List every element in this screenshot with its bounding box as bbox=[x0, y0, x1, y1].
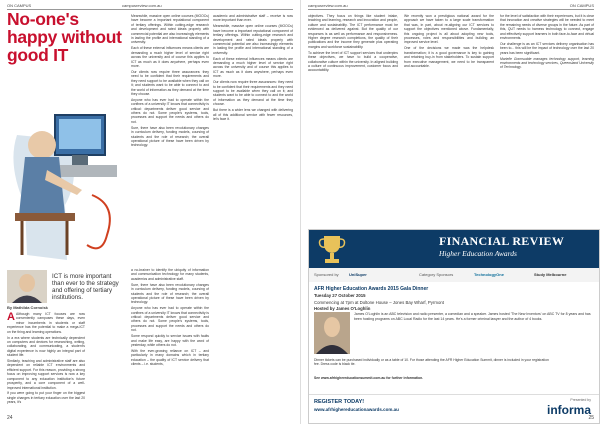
paragraph: objectives. They focus on things like student intake, teaching and learning, research and innovation and people, culture and sustainability. The ICT performance must be evidenced as delivered against. But the quality of our responses is as well as performance and responsiveness. Higher degree research completions, the quality of their publications and the income they generate plus operating margins and workforce sustainability. bbox=[308, 14, 398, 49]
column-3 bbox=[500, 14, 594, 224]
ad-footer bbox=[309, 394, 599, 423]
event-date: Tuesday 27 October 2015 bbox=[314, 293, 366, 298]
host-bio: James O'Loghlin is an ABC television and radio presenter, a comedian and a speaker. James hosted 'The New Inventors' on ABC TV for 8 years and has been hosting programs on ABC Local Radio for the last 14 years. He's a former criminal lawyer and the author of 4 books. bbox=[354, 312, 591, 321]
paragraph: Our clients now require three assurances: they need to be confident that their requirements and they need support to be available when they call on it; and students want to be able to connect to and the world of information as they demand at the time they choose. bbox=[213, 80, 293, 107]
column-1 bbox=[7, 312, 85, 417]
ad-masthead bbox=[309, 230, 599, 268]
paragraph: academic and administrative staff – receive is now more important than ever. bbox=[213, 14, 293, 23]
drop-cap: A bbox=[7, 312, 15, 323]
trophy-icon bbox=[315, 232, 349, 266]
paragraph: Sure, there have also been revolutionary changes in curriculum delivery, funding models, coursing of students and the role of research; the overall operational picture of these have been driven by technology. bbox=[131, 125, 209, 148]
paragraph: But there is a wider lens we changed with delivering all of this additional service with fewer resources, let's face it. bbox=[213, 108, 293, 121]
paragraph: Each of these external influences means clients are demanding a much higher level of service right across the university and of course this applies to ICT as much as it does anywhere, perhaps even more. bbox=[131, 46, 209, 68]
computer-illustration bbox=[7, 95, 127, 265]
paragraph: Anyone who has ever had to operate within the confines of a university IT knows that connectivity is critical: departments deliver good service and others do not. Some people's systems, tools, processes and support the needs and others do not. bbox=[131, 306, 209, 333]
presented-by-label: Presented by bbox=[570, 398, 591, 402]
right-page bbox=[300, 0, 600, 424]
paragraph: To achieve the level of ICT support services that underpins these objectives, we have to build a cooperative, collaborative culture within the university. In aligned building a culture of continuous improvement, customer focus and accountability. bbox=[308, 50, 398, 73]
paragraph: In a era where students are technically dependent on computers and devices for researching, writing, collaborating, and communicating, a student's digital experience is now highly an integral part of student life. bbox=[7, 335, 85, 358]
paragraph: With the ever-growing reliance on ICT – and particularly in many domains which in tertiary education – the quality of ICT service delivery that clients – i.e. students, bbox=[131, 348, 209, 367]
header-rule bbox=[308, 9, 594, 10]
register-cta[interactable]: REGISTER TODAY! bbox=[314, 399, 365, 405]
pull-quote: ICT is more important than ever to the strategy and offering of tertiary institutions. bbox=[52, 273, 119, 301]
page-number: 25 bbox=[588, 415, 594, 421]
sponsor-unisuper: UniSuper bbox=[349, 272, 367, 277]
sponsor-label: Sponsored by bbox=[314, 272, 339, 277]
author-portrait bbox=[7, 270, 47, 303]
page-title: No-one's happy without good IT bbox=[7, 9, 122, 65]
masthead-subtitle: Higher Education Awards bbox=[439, 249, 517, 258]
page-number: 24 bbox=[7, 415, 13, 421]
category-sponsor-label: Category Sponsors bbox=[419, 272, 454, 277]
paragraph: A Although many ICT focuses are now conveniently campuses these days, even minor incumbents in students or staff experience has the potential to make a mega-ICT on the thing and learning operations. bbox=[7, 312, 85, 334]
paragraph: Anyone who has ever had to operate within the confines of a university IT knows that connectivity is critical: departments deliver good service and others do not. Some people's systems, tools, processes and support the needs and others do not. bbox=[131, 97, 209, 124]
informa-logo: informa bbox=[546, 403, 591, 417]
paragraph: Similarly, teaching and administrative staff are also dependent on reliable ICT environments and efficient support. For this reason, providing a strong focus on improving support services is now a key component to any education institution's future prosperity, and a core component of a well-improved international institution. bbox=[7, 359, 85, 390]
sponsor-study-melbourne: Study Melbourne bbox=[534, 272, 567, 277]
register-url-link[interactable]: www.afrhighereducationawards.com.au bbox=[314, 407, 399, 412]
paragraph: Meanwhile, massive open online courses (MOOCs) have become a important reputational component of tertiary offerings. Within cutting-edge research and development and rated ideals properly with commercial potential are also increasingly elements in lasting the profile and international standing of a university. bbox=[213, 24, 293, 55]
byline: By Mathilda Cornoisk bbox=[7, 305, 48, 310]
event-heading: AFR Higher Education Awards 2015 Gala Dinner bbox=[314, 286, 429, 292]
website-label: campusreview.com.au bbox=[308, 3, 348, 8]
awards-advertisement bbox=[308, 229, 600, 424]
paragraph: Marielle Gormsudde manages technology support, learning environments and technology services, Queensland University of Technology. bbox=[500, 56, 594, 70]
sponsor-bar bbox=[309, 268, 599, 282]
column-3 bbox=[213, 14, 293, 416]
event-venue: Commencing at 7pm at Doltone House – Jones Bay Wharf, Pyrmont bbox=[314, 300, 444, 305]
masthead-title: FINANCIAL REVIEW bbox=[439, 234, 565, 248]
paragraph: a no-brainer to identify the ubiquity of information and communication technology for many students, academics and administrative staff. bbox=[131, 268, 209, 281]
paragraph: We recently won a prestigious national award for the approach we have taken to a large scale transformation that was, in part, about re-aligning our ICT services to support the objectives mentioned above. Fundamentally, this ongoing project is all about adopting new tools, processes, roles and responsibilities and building an improved service level. bbox=[404, 14, 494, 45]
section-label: ON CAMPUS bbox=[7, 3, 32, 8]
paragraph: Our challenge is as an ICT services delivery organisation has been to... this will be the impact of technology over the last 20 years has been significant. bbox=[500, 41, 594, 55]
sponsor-technologyone: TechnologyOne bbox=[474, 272, 504, 277]
column-1 bbox=[308, 14, 398, 224]
section-label: ON CAMPUS bbox=[569, 3, 594, 8]
paragraph: Meanwhile, massive open online courses (MOOCs) have become a important reputational component of tertiary offerings. Within cutting-edge research and development and rated ideals properly with commercial potential are also increasingly elements in lasting the profile and international standing of a university. bbox=[131, 14, 209, 45]
column-2-top bbox=[131, 14, 209, 264]
ticket-info: Dinner tickets can be purchased individually or as a table of 10. For those attending the AFR Higher Education Summit, dinner is included in your registration fee. Dress code is black tie. bbox=[314, 358, 549, 367]
paragraph: One of the decisions we made was the helpdesk transformation; it is a good governance is key to gaining and retaining buy-in from stakeholders. To sustain support from executive management, we need to be transparent and accountable. bbox=[404, 46, 494, 68]
host-photo bbox=[314, 312, 350, 354]
paragraph: for the level of satisfaction with their experiences, but it is clear that innovation and creative strategies will be needed to meet the remaining needs of diverse groups in the future. As part of this, QUT needs to harness technology to connect, engage and effectively support learners in both face-to-face and virtual environments. bbox=[500, 14, 594, 41]
event-host: Hosted by James O'Loghlin bbox=[314, 306, 371, 311]
more-info: See www.afrhighereducationsummit.com.au for further information. bbox=[314, 376, 424, 380]
paragraph: Each of these external influences means clients are demanding a much higher level of service right across the university and of course this applies to ICT as much as it does anywhere, perhaps even more. bbox=[213, 56, 293, 79]
paragraph: Our clients now require three assurances: they need to be confident that their requirements and they need support to be available when they call on it; and students want to be able to connect to and the world of information as they demand at the time they choose. bbox=[131, 69, 209, 96]
website-label: campusreview.com.au bbox=[122, 3, 162, 8]
paragraph: Sure, there have also been revolutionary changes in curriculum delivery, funding models, coursing of students and the role of research; the overall operational picture of these have been driven by technology. bbox=[131, 282, 209, 305]
column-2 bbox=[131, 268, 209, 416]
paragraph: Some respond quickly to service issues with faults and make life easy, are happy with the word of yesterday, while others do not. bbox=[131, 334, 209, 347]
paragraph: If you were going to put your finger on the biggest single changes in tertiary education over the last 20 years, it's bbox=[7, 391, 85, 405]
column-2 bbox=[404, 14, 494, 224]
